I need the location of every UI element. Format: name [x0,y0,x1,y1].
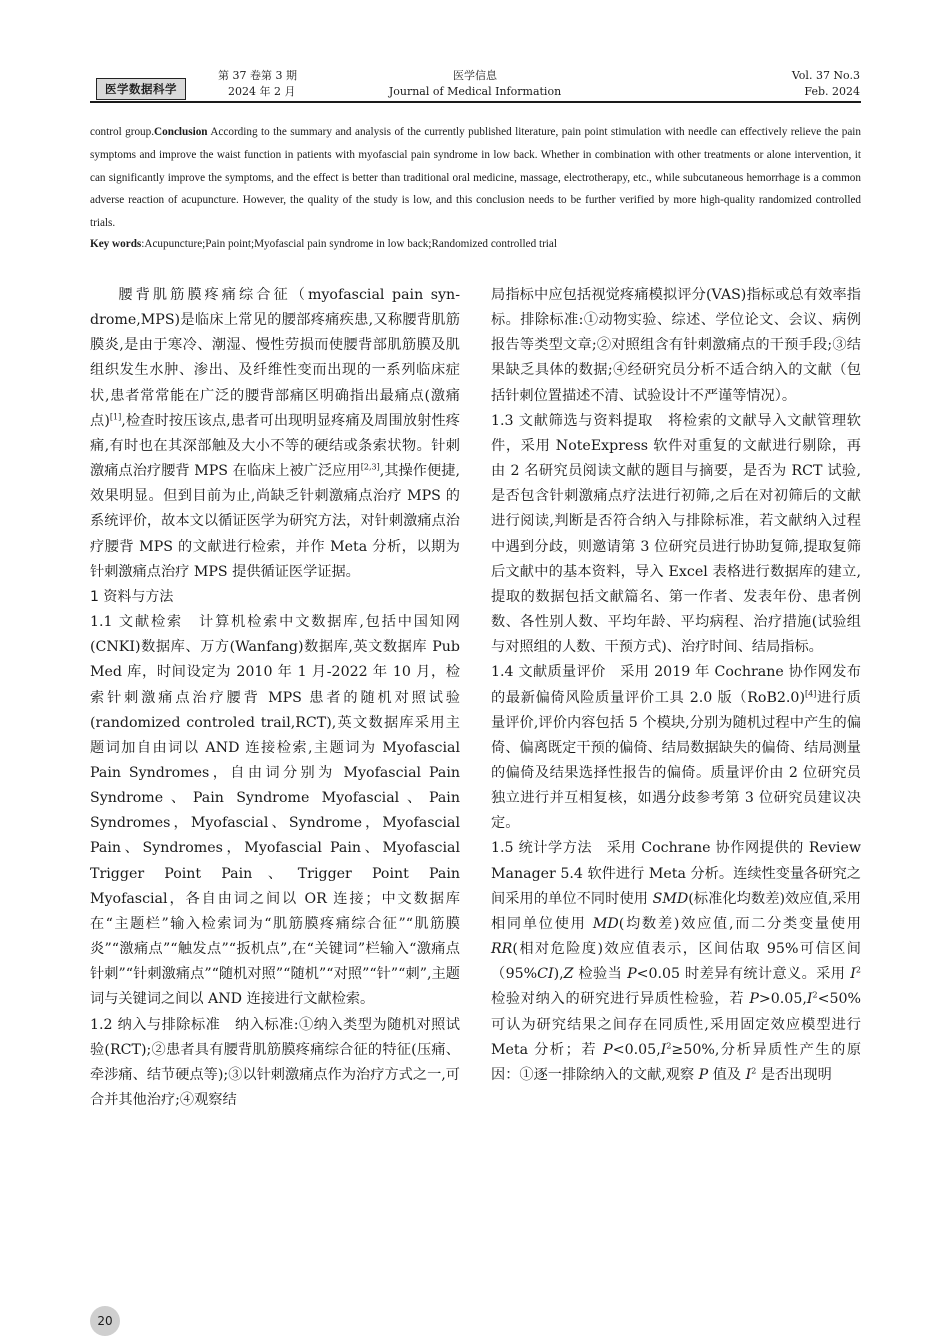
sym-p-1: P [627,966,637,983]
para-1-2-cont: 局指标中应包括视觉疼痛模拟评分(VAS)指标或总有效率指标。排除标准:①动物实验、综述、学位论文、会议、病例报告等类型文章;②对照组含有针刺激痛点的干预手段;③结果缺乏具体的数据;④经研究员分析不适合纳入的文献（包括针刺位置描述不清、试验设计不严谨等情况）。 [491,287,861,404]
para-1-1: 1.1 文献检索 计算机检索中文数据库,包括中国知网(CNKI)数据库、万方(Wanfang)数据库,英文数据库 Pub Med 库，时间设定为 2010 年 1 月-2022 年 10 月，检索针刺激痛点治疗腰背 MPS 患者的随机对照试验(randomized controled trail,RCT),英文数据库采用主题词加自由词以 AND 连接检索,主题词为 Myofascial Pain Syndromes，自由词分别为 Myofascial Pain Syndrome、Pain Syndrome Myofascial、Pain Syndromes，Myofascial、Syndrome，Myofascial Pain、Syndromes，Myofascial Pain、Myofascial Trigger Point Pain、Trigger Point Pain Myofascial，各自由词之间以 OR 连接；中文数据库在“主题栏”输入检索词为“肌筋膜疼痛综合征”“肌筋膜炎”“激痛点”“触发点”“扳机点”,在“关键词”栏输入“激痛点针刺”“针刺激痛点”“随机对照”“随机”“对照”“针”“刺”,主题词与关键词之间以 AND 连接进行文献检索。 [90,614,460,1008]
sym-i2-4: I [745,1066,752,1083]
intro-text-b: ,检查时按压该点,患者可出现明显疼痛及周围放射性疼痛,有时也在其深部触及大小不等的硬结或条索状物。针刺激痛点治疗腰背 MPS 在临床上被广泛应用 [90,412,460,480]
intro-paragraph [90,283,460,585]
intro-text-a: 腰背肌筋膜疼痛综合征（myofascial pain syn-drome,MPS)是临床上常见的腰部疼痛疾患,又称腰背肌筋膜炎,是由于寒冷、潮湿、慢性劳损而使腰背部肌筋膜及肌组织发生水肿、渗出、及纤维性变而出现的一系列临床症状,患者常常能在广泛的腰背部痛区明确指出最痛点(激痛点) [90,287,460,429]
p15-j: <50%可认为研究结果之间存在同质性,采用固定效应模型进行 Meta 分析；若 [491,991,861,1058]
sym-i2-3: I [660,1041,667,1058]
p15-h: 检验对纳入的研究进行异质性检验，若 [491,991,750,1008]
sym-md: MD [592,915,619,932]
sym-p-4: P [698,1066,709,1083]
para-1-4 [491,660,861,836]
sym-p-3: P [603,1041,613,1058]
keywords-label: Key words [90,238,142,250]
sym-smd: SMD [652,890,689,907]
header-issue-cn [218,68,297,100]
volume-en: Vol. 37 No.3 [791,69,860,82]
p15-a: 1.5 统计学方法 采用 Cochrane 协作网提供的 Review Manager 5.4 软件进行 Meta 分析。连续性变量各研究之间采用的单位不同时使用 [491,840,861,907]
citation-2-3: [2,3] [360,462,380,472]
journal-en: Journal of Medical Information [388,85,562,98]
para-1-2: 1.2 纳入与排除标准 纳入标准:①纳入类型为随机对照试验(RCT);②患者具有腰背肌筋膜疼痛综合征的特征(压痛、牵涉痛、结节硬点等);③以针刺激痛点作为治疗方式之一,可合并其他治疗;④观察结 [90,1016,460,1108]
intro-text-c: ,其操作便捷,效果明显。但到目前为止,尚缺乏针刺激痛点治疗 MPS 的系统评价，故本文以循证医学为研究方法，对针刺激痛点治疗腰背 MPS 的文献进行检索，并作 Meta 分析，以期为针刺激痛点治疗 MPS 提供循证医学证据。 [90,463,460,580]
right-column [491,283,861,1088]
p15-d: (相对危险度)效应值表示，区间估取 95%可信区间（95% [491,941,861,983]
keywords-text: :Acupuncture;Pain point;Myofascial pain syndrome in low back;Randomized controlled trial [141,238,557,250]
english-abstract [90,121,861,235]
journal-cn: 医学信息 [453,69,497,82]
sym-i2-sup-1: 2 [855,965,861,975]
p15-f: 检验当 [573,966,628,983]
para-1-5 [491,836,861,1088]
date-cn: 2024 年 2 月 [228,85,296,98]
p15-b: (标准化均数差)效应值,采用相同单位使用 [491,890,861,932]
sym-rr: RR [491,941,513,958]
sym-i2-1: I [850,966,856,983]
date-en: Feb. 2024 [804,85,860,98]
p15-k: <0.05, [612,1041,661,1058]
header-rule [90,101,861,103]
section-heading-1: 1 资料与方法 [90,588,174,605]
conclusion-text: According to the summary and analysis of the currently published literature, pain point stimulation with needle can effectively relieve the pain symptoms and improve the waist function in patients with myofascial pain syndrome in low back. Whether in combination with other treatments or alone intervention, it can significantly improve the symptoms, and the effect is better than traditional oral medicine, massage, electrotherapy, etc., while subcutaneous hemorrhage is a common adverse reaction of acupuncture. However, the quality of the study is low, and this conclusion needs to be further verified by more high-quality randomized controlled trials. [90,126,861,230]
p14-text-b: 进行质量评价,评价内容包括 5 个模块,分别为随机过程中产生的偏倚、偏离既定干预的偏倚、结局数据缺失的偏倚、结局测量的偏倚及结果选择性报告的偏倚。质量评价由 2 位研究员独立进行并互相复核，如遇分歧参考第 3 位研究员建议决定。 [491,689,861,832]
sym-ci: CI [537,966,554,983]
sym-i2-sup-4: 2 [751,1066,757,1076]
abstract-lead: control group. [90,126,155,138]
section-badge: 医学数据科学 [96,78,186,100]
page-number: 20 [90,1306,120,1336]
p15-g: <0.05 时差异有统计意义。采用 [636,966,851,983]
sym-i2-sup-2: 2 [812,990,818,1000]
left-column [90,283,460,1113]
page-header [0,0,950,110]
header-issue-en [792,68,860,100]
p15-e: ), [553,966,564,983]
citation-1: [1] [109,412,122,422]
sym-i2-sup-3: 2 [666,1040,672,1050]
para-1-3: 1.3 文献筛选与资料提取 将检索的文献导入文献管理软件，采用 NoteExpress 软件对重复的文献进行剔除，再由 2 名研究员阅读文献的题目与摘要，是否为 RCT 试验,是否包含针刺激痛点疗法进行初筛,之后在对初筛后的文献进行阅读,判断是否符合纳入与排除标准，若文献纳入过程中遇到分歧，则邀请第 3 位研究员进行协助复筛,提取复筛后文献中的基本资料，导入 Excel 表格进行数据库的建立,提取的数据包括文献篇名、第一作者、发表年份、患者例数、各性别人数、平均年龄、平均病程、治疗措施(试验组与对照组的人数、干预方式)、治疗时间、结局指标。 [491,412,861,656]
p15-n: 是否出现明 [756,1066,832,1083]
sym-i2-2: I [806,991,813,1008]
volume-cn: 第 37 卷第 3 期 [218,69,297,82]
keywords [90,234,861,254]
sym-z: Z [563,966,574,983]
p15-i: >0.05, [758,991,807,1008]
sym-p-2: P [749,991,759,1008]
citation-4: [4] [804,688,817,698]
conclusion-label: Conclusion [154,126,208,138]
p14-text-a: 1.4 文献质量评价 采用 2019 年 Cochrane 协作网发布的最新偏倚风险质量评价工具 2.0 版（RoB2.0) [491,664,861,706]
p15-c: (均数差)效应值,而二分类变量使用 [618,915,861,932]
p15-m: 值及 [708,1066,746,1083]
p15-l: ≥50%,分析异质性产生的原因：①逐一排除纳入的文献,观察 [491,1041,862,1083]
